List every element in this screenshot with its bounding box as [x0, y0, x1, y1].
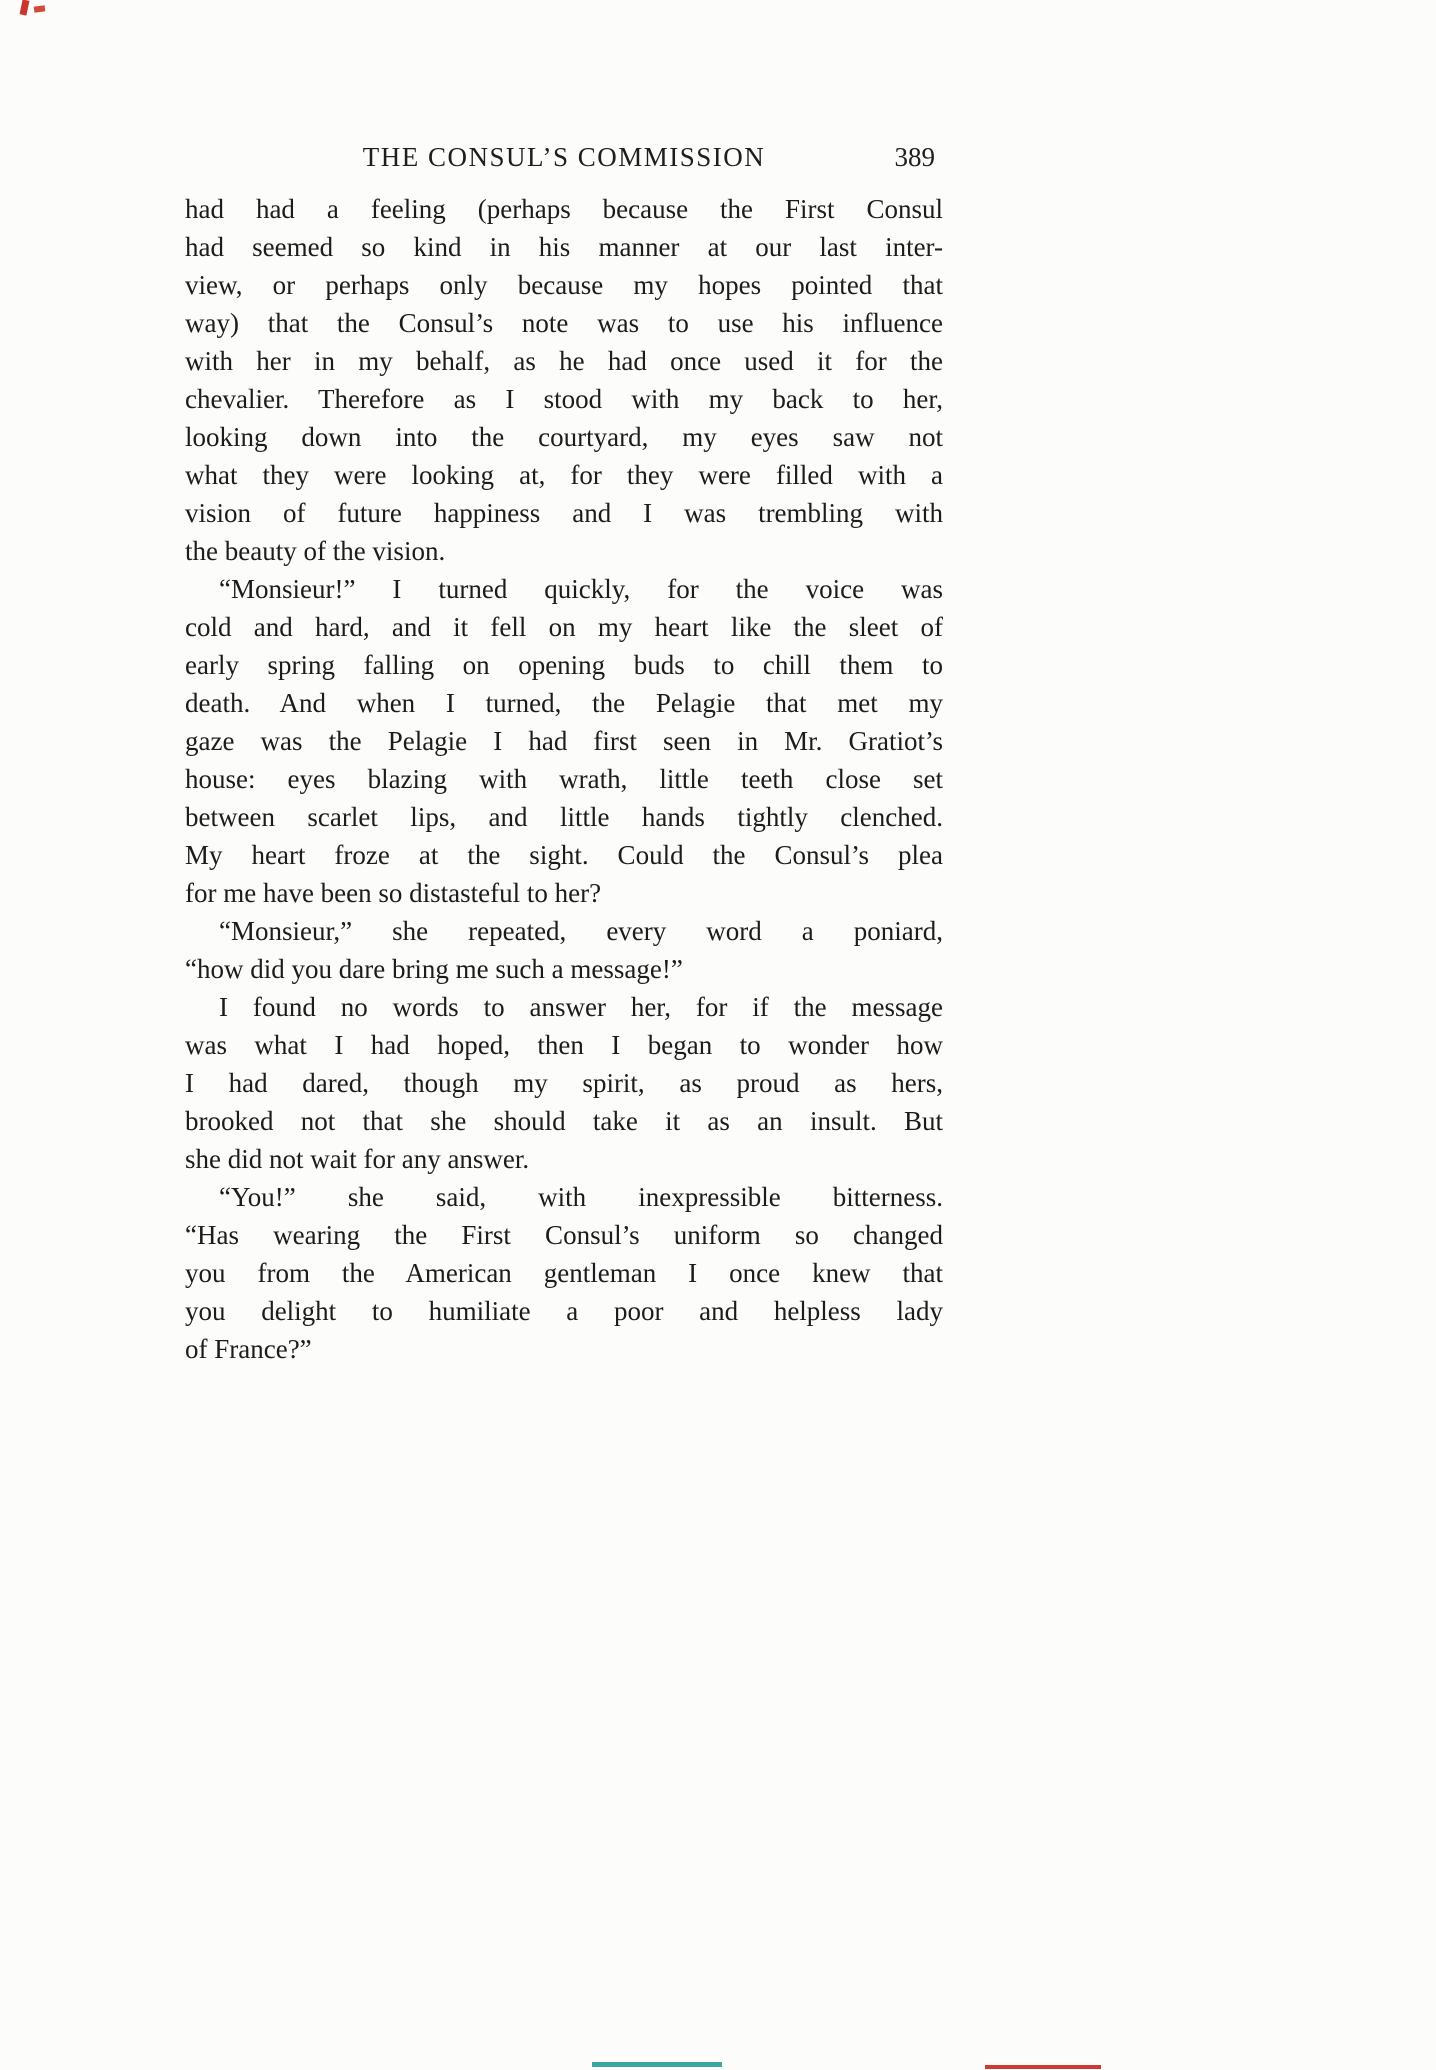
text-line: I found no words to answer her, for if the message: [219, 992, 943, 1022]
paragraph: [185, 912, 943, 988]
paragraph: [185, 190, 943, 570]
text-line: I had dared, though my spirit, as proud as hers,: [185, 1068, 943, 1098]
text-line: way) that the Consul’s note was to use his influence: [185, 308, 943, 338]
text-line: chevalier. Therefore as I stood with my back to her,: [185, 384, 943, 414]
text-line: view, or perhaps only because my hopes pointed that: [185, 270, 943, 300]
text-line: the beauty of the vision.: [185, 536, 446, 566]
page-body: [185, 190, 943, 1368]
running-title: THE CONSUL’S COMMISSION: [362, 142, 766, 172]
text-line: cold and hard, and it fell on my heart like the sleet of: [185, 612, 943, 642]
text-line: had had a feeling (perhaps because the First Consul: [185, 194, 943, 224]
paragraph: [185, 570, 943, 912]
text-line: house: eyes blazing with wrath, little teeth close set: [185, 764, 943, 794]
text-line: death. And when I turned, the Pelagie that met my: [185, 688, 943, 718]
text-line: what they were looking at, for they were filled with a: [185, 460, 943, 490]
paragraph: [185, 1178, 943, 1368]
text-line: for me have been so distasteful to her?: [185, 878, 602, 908]
page-header: [185, 142, 943, 178]
text-line: “Monsieur,” she repeated, every word a poniard,: [219, 916, 943, 946]
text-line: you delight to humiliate a poor and helpless lady: [185, 1296, 943, 1326]
paragraph: [185, 988, 943, 1178]
text-line: was what I had hoped, then I began to wonder how: [185, 1030, 943, 1060]
scan-artifact-bottom-teal: [592, 2062, 722, 2067]
text-line: looking down into the courtyard, my eyes saw not: [185, 422, 943, 452]
text-line: “Monsieur!” I turned quickly, for the voice was: [219, 574, 943, 604]
text-line: “Has wearing the First Consul’s uniform so changed: [185, 1220, 943, 1250]
text-line: early spring falling on opening buds to chill them to: [185, 650, 943, 680]
text-line: “You!” she said, with inexpressible bitterness.: [219, 1182, 943, 1212]
scan-artifact-top-left: [20, 0, 30, 16]
scan-artifact-bottom-red: [985, 2065, 1101, 2069]
text-line: vision of future happiness and I was trembling with: [185, 498, 943, 528]
scan-artifact-top-left-2: [34, 5, 46, 12]
text-line: had seemed so kind in his manner at our last inter-: [185, 232, 943, 262]
text-line: of France?”: [185, 1334, 312, 1364]
text-line: gaze was the Pelagie I had first seen in Mr. Gratiot’s: [185, 726, 943, 756]
text-line: between scarlet lips, and little hands tightly clenched.: [185, 802, 943, 832]
text-line: brooked not that she should take it as an insult. But: [185, 1106, 943, 1136]
text-line: you from the American gentleman I once knew that: [185, 1258, 943, 1288]
text-line: with her in my behalf, as he had once used it for the: [185, 346, 943, 376]
page-number: 389: [894, 142, 935, 172]
text-line: she did not wait for any answer.: [185, 1144, 530, 1174]
text-line: “how did you dare bring me such a message!”: [185, 954, 683, 984]
text-line: My heart froze at the sight. Could the Consul’s plea: [185, 840, 943, 870]
